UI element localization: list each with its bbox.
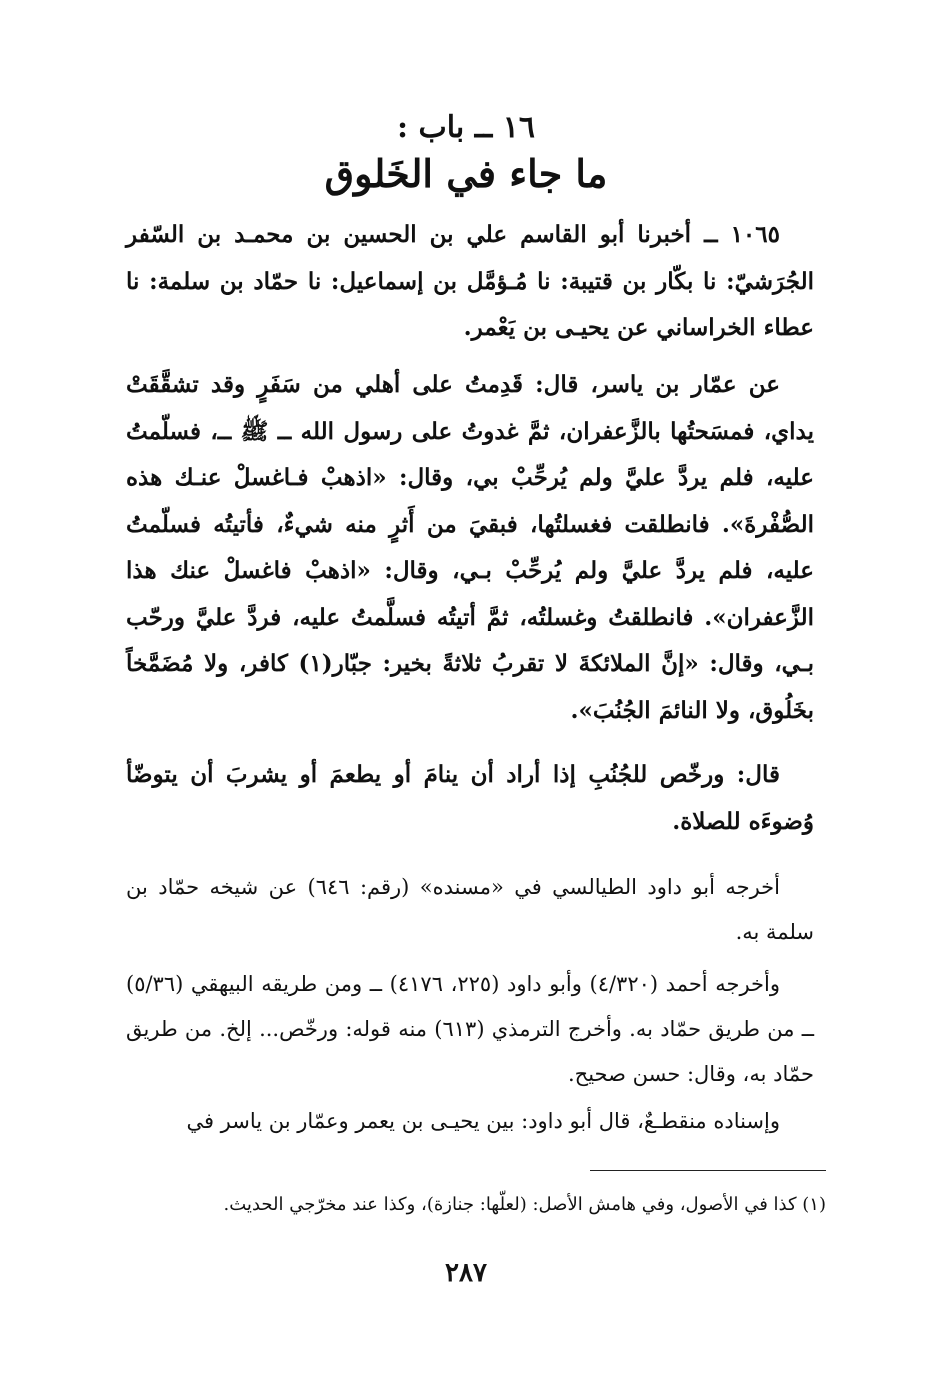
commentary-paragraph-3: وإسناده منقطـعٌ، قال أبو داود: بين يحيـى بن يعمر وعمّار بن ياسر في bbox=[186, 1109, 780, 1133]
hadith-qala: قال: ورخّص للجُنُبِ إذا أراد أن ينامَ أو يطعمَ أو يشربَ أن يتوضّأ وُضوءَه للصلاة. bbox=[126, 761, 814, 835]
footnote: (١) كذا في الأصول، وفي هامش الأصل: (لعلّها: جنازة)، وكذا عند مخرّجي الحديث. bbox=[223, 1194, 826, 1215]
commentary-paragraph-1: أخرجه أبو داود الطيالسي في «مسنده» (رقم: ٦٤٦) عن شيخه حمّاد بن سلمة به. bbox=[126, 875, 814, 944]
hadith-isnad: ١٠٦٥ ــ أخبرنا أبو القاسم علي بن الحسين بن محمـد بن السّفر الجُرَشيّ: نا بكّار بن قتيبة: نا مُـؤمَّل بن إسماعيل: نا حمّاد بن سلمة: نا عطاء الخراساني عن يحيـى بن يَعْمر. bbox=[126, 221, 814, 341]
chapter-title: ما جاء في الخَلوق bbox=[324, 151, 608, 196]
footnote-divider bbox=[590, 1170, 826, 1171]
page-number: ٢٨٧ bbox=[445, 1258, 487, 1288]
commentary-paragraph-2: وأخرجه أحمد (٤/٣٢٠) وأبو داود (٢٢٥، ٤١٧٦) ــ ومن طريقه البيهقي (٥/٣٦) ــ من طريق حمّاد به. وأخرج الترمذي (٦١٣) منه قوله: ورخّص... إلخ. من طريق حمّاد به، وقال: حسن صحيح. bbox=[126, 972, 814, 1086]
hadith-matn: عن عمّار بن ياسر، قال: قَدِمتُ على أهلي من سَفَرٍ وقد تشقَّقَتْ يداي، فمسَحتُها بالزَّعفران، ثمَّ غدوتُ على رسول الله ــ ﷺ ــ، فسلّمتُ عليه، فلم يردَّ عليَّ ولم يُرحِّبْ بي، وقال: «اذهبْ فـاغسلْ عنـك هذه الصُّفْرةَ». فانطلقت فغسلتُها، فبقيَ من أَثرٍ منه شيءٌ، فأتيتُه فسلّمتُ عليه، فلم يردَّ عليَّ ولم يُرحِّبْ بـي، وقال: «اذهبْ فاغسلْ عنك هذا الزَّعفران». فانطلقتُ وغسلتُه، ثمَّ أتيتُه فسلَّمتُ عليه، فردَّ عليَّ ورحّب بـي، وقال: «إنَّ الملائكةَ لا تقربُ ثلاثةً بخير: جبّار(١) كافر، ولا مُضَمَّخاً بخَلُوق، ولا النائمَ الجُنُبَ». bbox=[126, 371, 814, 724]
chapter-number: ١٦ ــ باب : bbox=[397, 110, 535, 145]
